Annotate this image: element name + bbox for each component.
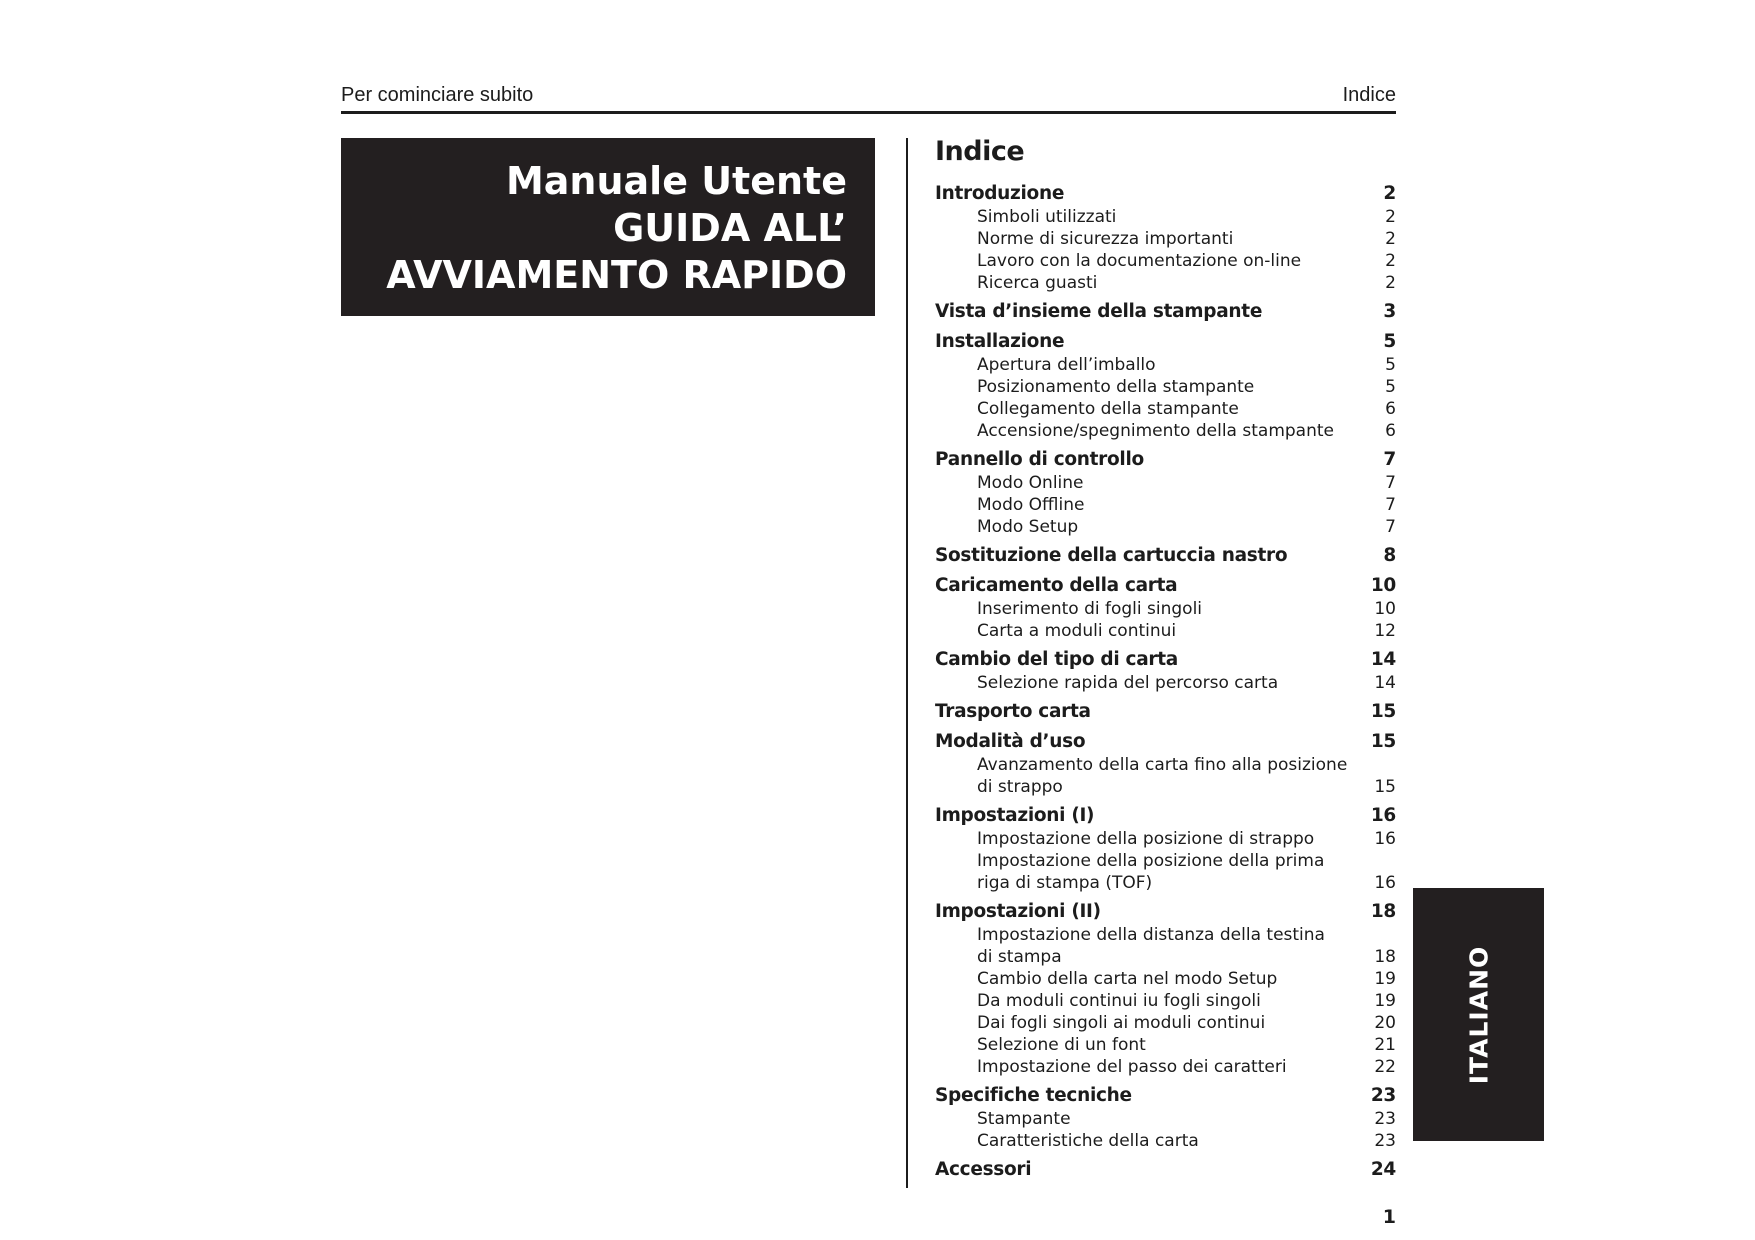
toc-subentry[interactable] [935, 206, 1396, 228]
toc-subentry[interactable] [935, 376, 1396, 398]
toc-subentry-title: Cambio della carta nel modo Setup [977, 969, 1278, 989]
toc-entry-page: 15 [1370, 731, 1396, 752]
header-divider [341, 111, 1396, 114]
toc-subentry-title: Caratteristiche della carta [977, 1131, 1199, 1151]
toc-subentry-title: di strappo [977, 777, 1063, 797]
toc-section [935, 544, 1396, 568]
toc-subentry-title: Modo Setup [977, 517, 1079, 537]
toc-entry[interactable] [935, 730, 1396, 754]
toc-subentry[interactable] [935, 672, 1396, 694]
toc-subentry-title: Impostazione della posizione della prima [977, 851, 1325, 871]
running-header-right: Indice [1342, 84, 1396, 106]
language-label: ITALIANO [1464, 945, 1493, 1084]
toc-entry[interactable] [935, 300, 1396, 324]
toc-section [935, 574, 1396, 642]
toc-subentry[interactable] [935, 850, 1396, 872]
toc-subentry-title: Modo Offline [977, 495, 1085, 515]
toc-section [935, 700, 1396, 724]
toc-heading: Indice [935, 136, 1025, 167]
toc-subentry-page: 10 [1374, 599, 1396, 619]
toc-section [935, 1084, 1396, 1152]
toc-subentry-title: Carta a moduli continui [977, 621, 1177, 641]
toc-entry-page: 10 [1370, 575, 1396, 596]
toc-entry-page: 18 [1370, 901, 1396, 922]
toc-subentry[interactable] [935, 1034, 1396, 1056]
toc-subentry-page: 23 [1374, 1131, 1396, 1151]
toc-entry[interactable] [935, 330, 1396, 354]
toc-entry[interactable] [935, 448, 1396, 472]
toc-subentry[interactable] [935, 828, 1396, 850]
toc-subentry-page: 15 [1374, 777, 1396, 797]
toc-entry-title: Pannello di controllo [935, 449, 1144, 470]
toc-subentry[interactable] [935, 968, 1396, 990]
toc-subentry-page: 7 [1385, 517, 1396, 537]
toc-subentry-page: 5 [1385, 355, 1396, 375]
toc-subentry-page: 2 [1385, 273, 1396, 293]
toc-subentry[interactable] [935, 872, 1396, 894]
toc-section [935, 1158, 1396, 1182]
toc-subentry-title: Ricerca guasti [977, 273, 1098, 293]
toc-entry-title: Vista d’insieme della stampante [935, 301, 1263, 322]
toc-entry[interactable] [935, 544, 1396, 568]
toc-subentry-page: 19 [1374, 991, 1396, 1011]
toc-subentry[interactable] [935, 776, 1396, 798]
toc-entry-page: 24 [1370, 1159, 1396, 1180]
title-line-1: Manuale Utente [505, 159, 847, 203]
toc-subentry[interactable] [935, 472, 1396, 494]
toc-subentry[interactable] [935, 272, 1396, 294]
toc-entry-title: Caricamento della carta [935, 575, 1178, 596]
toc-entry[interactable] [935, 804, 1396, 828]
toc-subentry[interactable] [935, 354, 1396, 376]
toc-subentry[interactable] [935, 494, 1396, 516]
toc-subentry-page: 5 [1385, 377, 1396, 397]
table-of-contents [935, 134, 1396, 1188]
toc-section [935, 448, 1396, 538]
toc-section [935, 648, 1396, 694]
title-box [341, 138, 875, 316]
toc-subentry-page: 14 [1374, 673, 1396, 693]
toc-entry-page: 5 [1383, 331, 1396, 352]
toc-subentry[interactable] [935, 398, 1396, 420]
toc-subentry-title: Lavoro con la documentazione on-line [977, 251, 1302, 271]
toc-subentry-title: Inserimento di fogli singoli [977, 599, 1203, 619]
toc-subentry-title: Dai fogli singoli ai moduli continui [977, 1013, 1266, 1033]
toc-entry-page: 23 [1370, 1085, 1396, 1106]
toc-entry-page: 8 [1383, 545, 1396, 566]
toc-section [935, 900, 1396, 1078]
toc-subentry-title: Norme di sicurezza importanti [977, 229, 1234, 249]
toc-subentry-title: Selezione rapida del percorso carta [977, 673, 1279, 693]
column-divider [906, 138, 908, 1188]
toc-subentry-title: riga di stampa (TOF) [977, 873, 1153, 893]
toc-subentry-title: Simboli utilizzati [977, 207, 1117, 227]
toc-section [935, 300, 1396, 324]
toc-subentry-title: Impostazione del passo dei caratteri [977, 1057, 1287, 1077]
toc-entry-title: Introduzione [935, 183, 1065, 204]
toc-entry-title: Trasporto carta [935, 701, 1091, 722]
toc-subentry-page: 22 [1374, 1057, 1396, 1077]
toc-entry-title: Impostazioni (I) [935, 805, 1095, 826]
toc-subentry-page: 20 [1374, 1013, 1396, 1033]
toc-subentry-page: 19 [1374, 969, 1396, 989]
toc-entry-title: Cambio del tipo di carta [935, 649, 1178, 670]
toc-subentry-title: Impostazione della posizione di strappo [977, 829, 1315, 849]
toc-subentry[interactable] [935, 754, 1396, 776]
toc-subentry[interactable] [935, 420, 1396, 442]
toc-subentry-title: Accensione/spegnimento della stampante [977, 421, 1334, 441]
toc-entry[interactable] [935, 182, 1396, 206]
page-number: 1 [1382, 1206, 1396, 1228]
toc-entry-page: 2 [1383, 183, 1396, 204]
toc-entry[interactable] [935, 1158, 1396, 1182]
toc-subentry-page: 16 [1374, 873, 1396, 893]
toc-entry-title: Modalità d’uso [935, 731, 1086, 752]
title-line-3: AVVIAMENTO RAPIDO [386, 253, 847, 297]
toc-subentry-title: Selezione di un font [977, 1035, 1146, 1055]
toc-section [935, 730, 1396, 798]
toc-entry-page: 16 [1370, 805, 1396, 826]
toc-subentry-page: 2 [1385, 251, 1396, 271]
toc-entry-page: 14 [1370, 649, 1396, 670]
toc-subentry-page: 6 [1385, 399, 1396, 419]
toc-sections [935, 182, 1396, 1182]
toc-entry[interactable] [935, 574, 1396, 598]
toc-subentry-title: Impostazione della distanza della testina [977, 925, 1325, 945]
toc-subentry-page: 23 [1374, 1109, 1396, 1129]
toc-subentry[interactable] [935, 228, 1396, 250]
toc-subentry-page: 18 [1374, 947, 1396, 967]
toc-subentry[interactable] [935, 620, 1396, 642]
toc-subentry-title: di stampa [977, 947, 1062, 967]
toc-subentry-page: 12 [1374, 621, 1396, 641]
toc-entry-page: 7 [1383, 449, 1396, 470]
toc-entry-title: Impostazioni (II) [935, 901, 1101, 922]
toc-subentry-title: Avanzamento della carta fino alla posizione [977, 755, 1348, 775]
toc-entry-page: 3 [1383, 301, 1396, 322]
toc-subentry[interactable] [935, 990, 1396, 1012]
toc-section [935, 182, 1396, 294]
title-line-2: GUIDA ALL’ [613, 206, 847, 250]
toc-subentry-page: 7 [1385, 495, 1396, 515]
toc-subentry-title: Apertura dell’imballo [977, 355, 1156, 375]
toc-subentry[interactable] [935, 946, 1396, 968]
toc-subentry-title: Da moduli continui iu fogli singoli [977, 991, 1261, 1011]
toc-subentry-title: Posizionamento della stampante [977, 377, 1255, 397]
toc-entry[interactable] [935, 648, 1396, 672]
toc-entry[interactable] [935, 1084, 1396, 1108]
toc-entry-title: Sostituzione della cartuccia nastro [935, 545, 1288, 566]
toc-entry-title: Specifiche tecniche [935, 1085, 1132, 1106]
toc-subentry-page: 21 [1374, 1035, 1396, 1055]
toc-subentry-page: 16 [1374, 829, 1396, 849]
toc-subentry[interactable] [935, 516, 1396, 538]
toc-subentry[interactable] [935, 250, 1396, 272]
toc-subentry[interactable] [935, 1108, 1396, 1130]
toc-subentry-page: 7 [1385, 473, 1396, 493]
toc-subentry-page: 2 [1385, 207, 1396, 227]
toc-entry-title: Installazione [935, 331, 1065, 352]
toc-subentry[interactable] [935, 1012, 1396, 1034]
language-tab [1413, 888, 1544, 1141]
toc-subentry-title: Collegamento della stampante [977, 399, 1239, 419]
toc-entry[interactable] [935, 900, 1396, 924]
toc-subentry[interactable] [935, 1056, 1396, 1078]
toc-subentry-page: 6 [1385, 421, 1396, 441]
toc-entry-page: 15 [1370, 701, 1396, 722]
toc-subentry[interactable] [935, 598, 1396, 620]
toc-subentry-page: 2 [1385, 229, 1396, 249]
running-header-left: Per cominciare subito [341, 84, 534, 106]
toc-section [935, 804, 1396, 894]
toc-subentry-title: Stampante [977, 1109, 1071, 1129]
toc-entry-title: Accessori [935, 1159, 1032, 1180]
toc-subentry-title: Modo Online [977, 473, 1084, 493]
toc-subentry[interactable] [935, 1130, 1396, 1152]
toc-entry[interactable] [935, 700, 1396, 724]
toc-subentry[interactable] [935, 924, 1396, 946]
toc-section [935, 330, 1396, 442]
